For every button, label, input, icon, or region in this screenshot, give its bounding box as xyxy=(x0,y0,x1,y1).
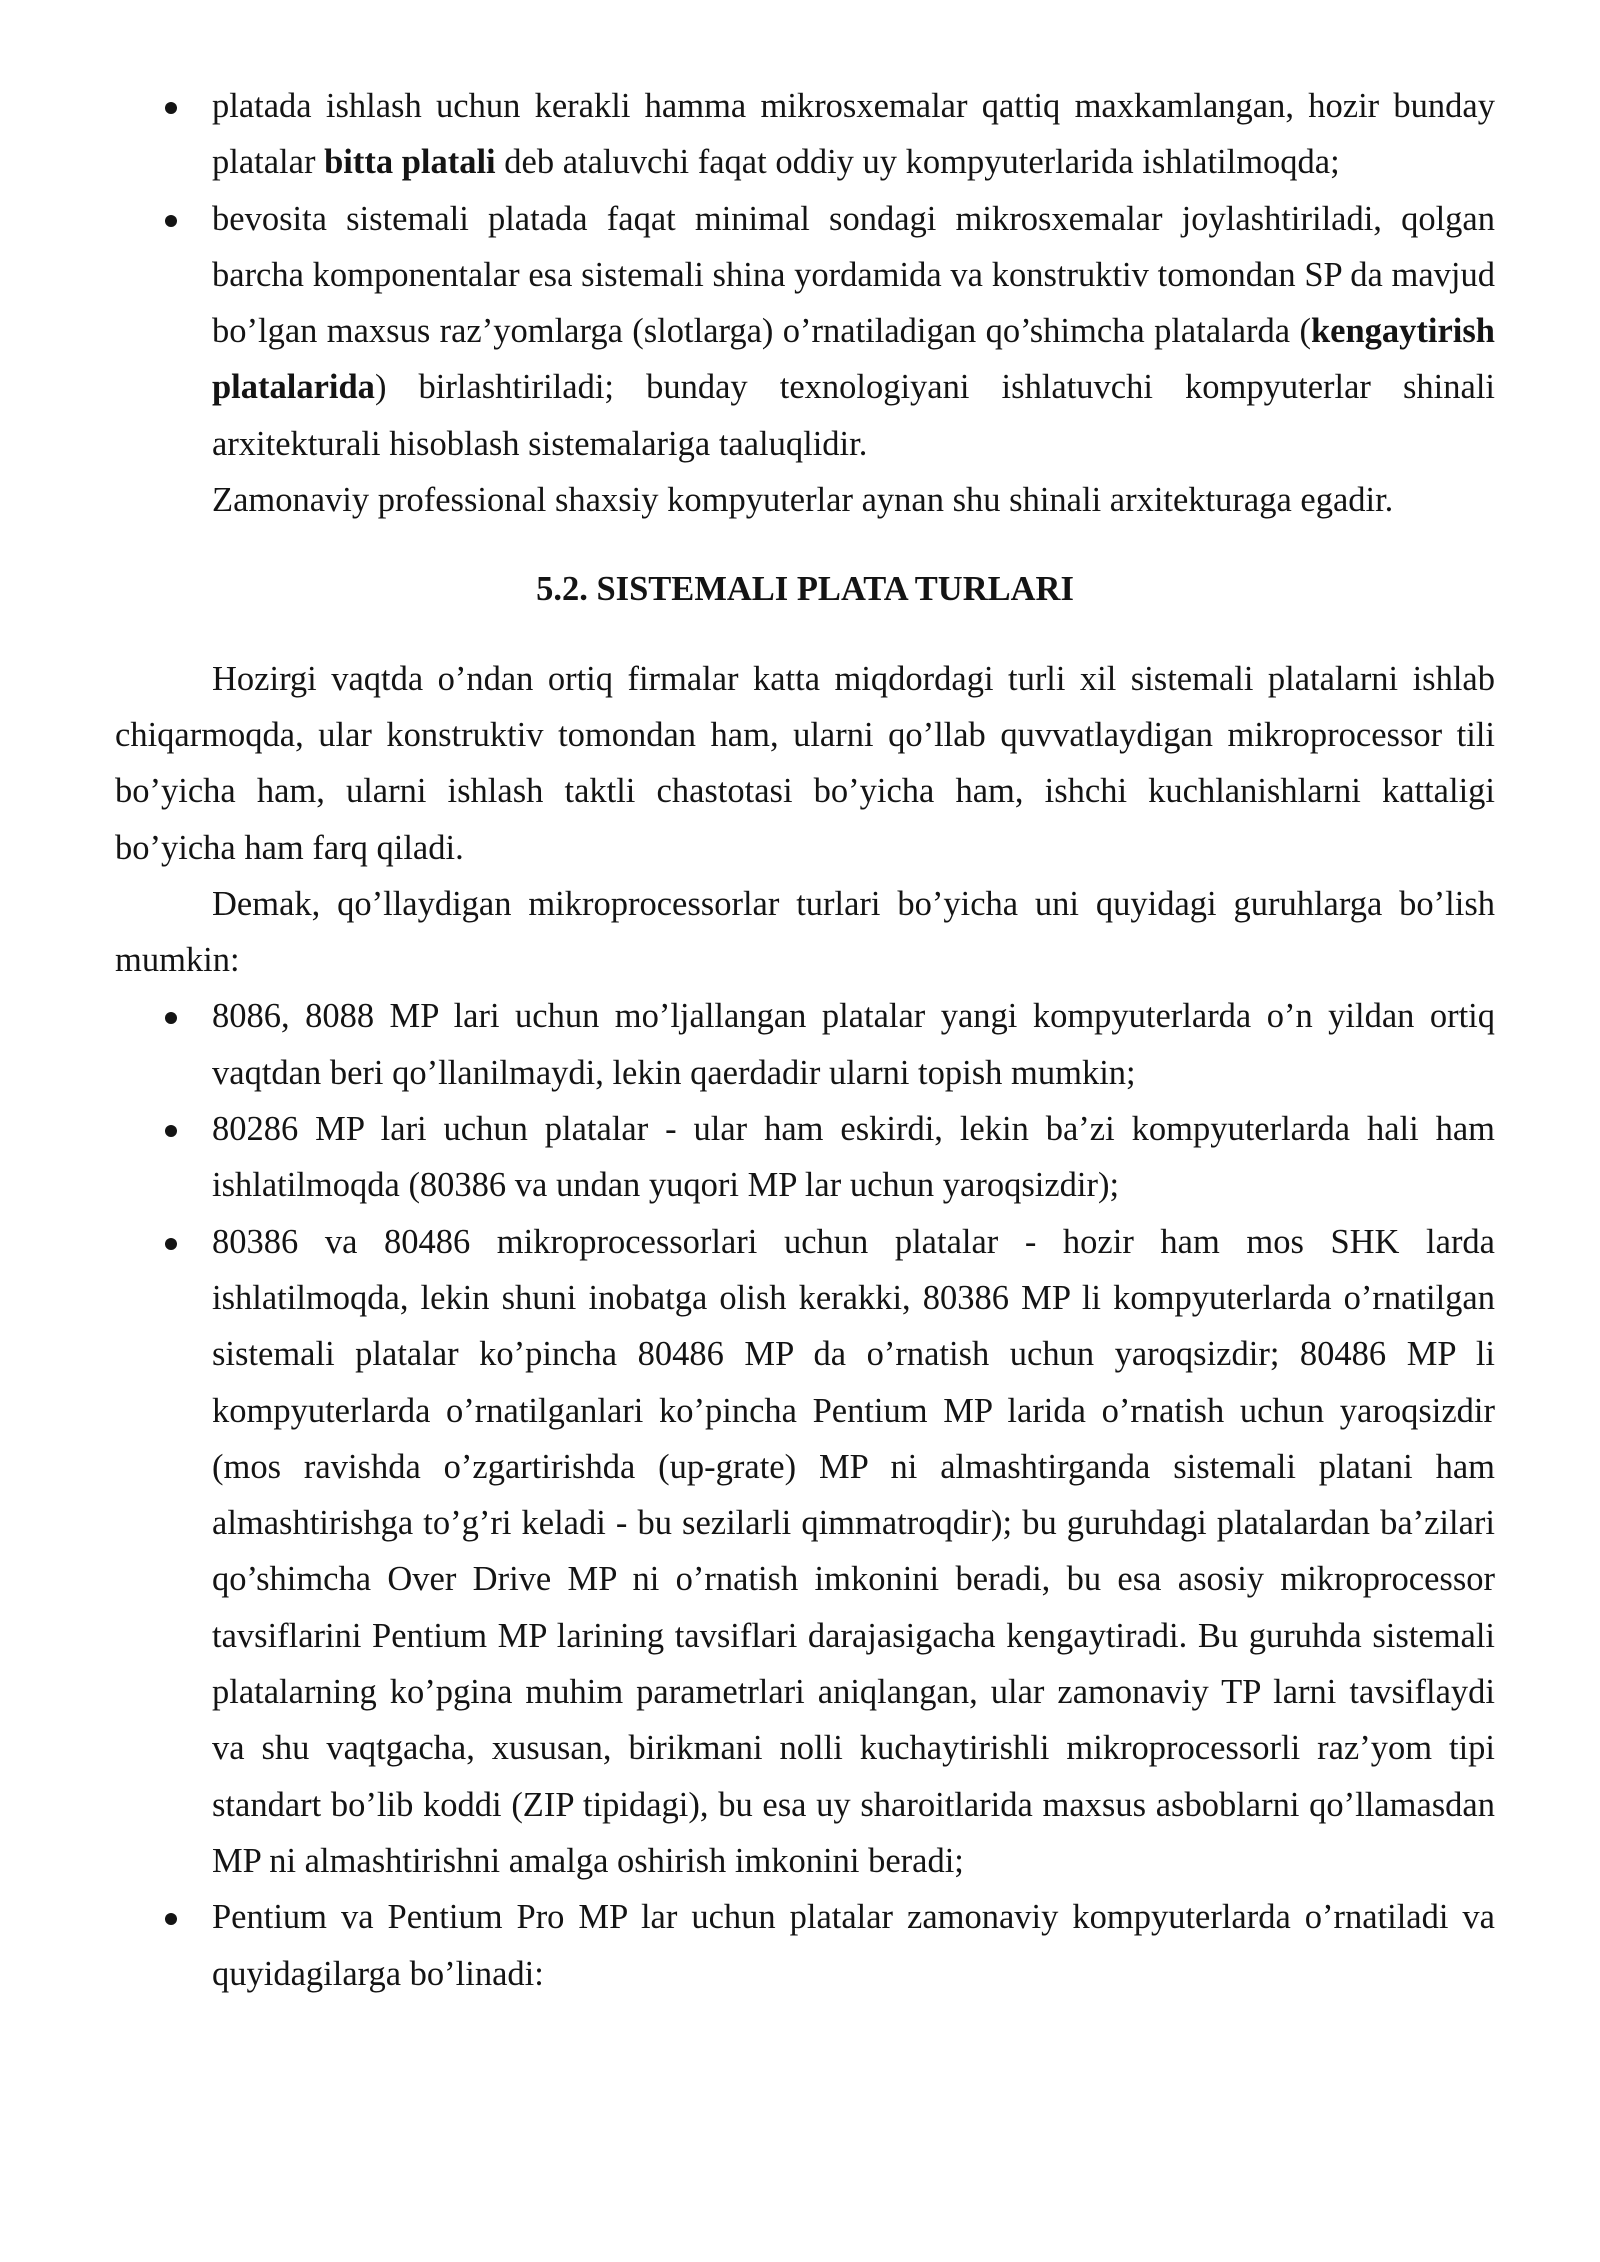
processor-bullet-list xyxy=(115,988,1495,2001)
list-item xyxy=(115,1101,1495,1214)
list-item xyxy=(115,78,1495,191)
document-page xyxy=(115,78,1495,2002)
bold-term: kengaytirish platalarida xyxy=(212,312,1495,407)
list-item xyxy=(115,988,1495,1101)
bullet-text: bevosita sistemali platada faqat minimal sondagi mikrosxemalar joylashtiriladi, qolgan barcha komponentalar esa sistemali shina yordamida va konstruktiv tomondan SP da mavjud bo’lgan maxsus raz’yomlarga (slotlarga) o’rnatiladigan qo’shimcha platalarda (kengaytirish platalarida) birlashtiriladi; bunday texnologiyani ishlatuvchi kompyuterlar shinali arxitekturali hisoblash sistemalariga taaluqlidir. xyxy=(212,199,1495,463)
list-item xyxy=(115,1214,1495,1890)
paragraph: Hozirgi vaqtda o’ndan ortiq firmalar katta miqdordagi turli xil sistemali platalarni ishlab chiqarmoqda, ular konstruktiv tomondan ham, ularni qo’llab quvvatlaydigan mikroprocessor tili bo’yicha ham, ularni ishlash taktli chastotasi bo’yicha ham, ishchi kuchlanishlarni kattaligi bo’yicha ham farq qiladi. xyxy=(115,659,1495,867)
list-item xyxy=(115,1889,1495,2002)
bullet-text: 80386 va 80486 mikroprocessorlari uchun platalar - hozir ham mos SHK larda ishlatilmoqda, lekin shuni inobatga olish kerakki, 80386 MP li kompyuterlarda o’rnatilgan sistemali platalar ko’pincha 80486 MP da o’rnatish uchun yaroqsizdir; 80486 MP li kompyuterlarda o’rnatilganlari ko’pincha Pentium MP larida o’rnatish uchun yaroqsizdir (mos ravishda o’zgartirishda (up-grate) MP ni almashtirganda sistemali platani ham almashtirishga to’g’ri keladi - bu sezilarli qimmatroqdir); bu guruhdagi platalardan ba’zilari qo’shimcha Over Drive MP ni o’rnatish imkonini beradi, bu esa asosiy mikroprocessor tavsiflarini Pentium MP larining tavsiflari darajasigacha kengaytiradi. Bu guruhda sistemali platalarning ko’pgina muhim parametrlari aniqlangan, ular zamonaviy TP larni tavsiflaydi va shu vaqtgacha, xususan, birikmani nolli kuchaytirishli mikroprocessorli raz’yom tipi standart bo’lib koddi (ZIP tipidagi), bu esa uy sharoitlarida maxsus asboblarni qo’llamasdan MP ni almashtirishni amalga oshirish imkonini beradi; xyxy=(212,1222,1495,1880)
paragraph: Demak, qo’llaydigan mikroprocessorlar turlari bo’yicha uni quyidagi guruhlarga bo’lish mumkin: xyxy=(115,884,1495,980)
bullet-text-continuation: Zamonaviy professional shaxsiy kompyuterlar aynan shu shinali arxitekturaga egadir. xyxy=(212,481,1394,520)
bullet-text: 80286 MP lari uchun platalar - ular ham eskirdi, lekin ba’zi kompyuterlarda hali ham ishlatilmoqda (80386 va undan yuqori MP lar uchun yaroqsizdir); xyxy=(212,1110,1495,1205)
bold-term: bitta platali xyxy=(324,143,496,182)
intro-bullet-list xyxy=(115,78,1495,528)
bullet-text: platada ishlash uchun kerakli hamma mikrosxemalar qattiq maxkamlangan, hozir bunday platalar bitta platali deb ataluvchi faqat oddiy uy kompyuterlarida ishlatilmoqda; xyxy=(212,87,1495,182)
bullet-text: 8086, 8088 MP lari uchun mo’ljallangan platalar yangi kompyuterlarda o’n yildan ortiq vaqtdan beri qo’llanilmaydi, lekin qaerdadir ularni topish mumkin; xyxy=(212,997,1495,1092)
section-heading: 5.2. SISTEMALI PLATA TURLARI xyxy=(536,570,1074,609)
list-item xyxy=(115,191,1495,529)
bullet-text: Pentium va Pentium Pro MP lar uchun platalar zamonaviy kompyuterlarda o’rnatiladi va quyidagilarga bo’linadi: xyxy=(212,1898,1495,1993)
